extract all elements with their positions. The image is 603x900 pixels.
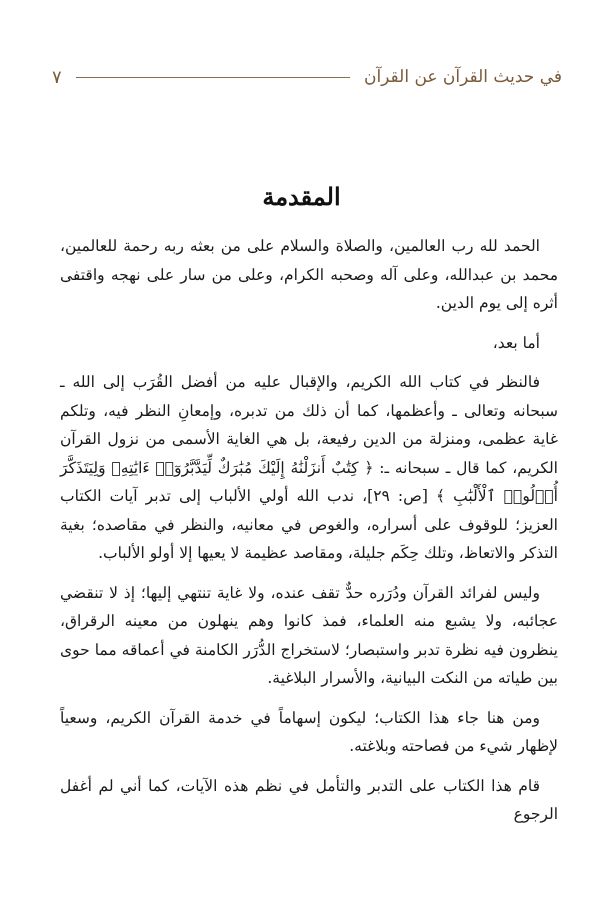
paragraph-quran-gems: وليس لفرائد القرآن ودُرَره حدٌّ تقف عنده، ولا غاية تنتهي إليها؛ إذ لا تنقضي عجائبه، ولا يشبع منه العلماء، فمذ كانوا وهم ينهلون من معينه الرقراق، ينظرون فيه نظرة تدبر واستبصار؛ لاستخراج الدُّرَر الكامنة في أعماقه مما حوى بين طياته من النكت البيانية، والأسرار البلاغية.	[60, 583, 558, 687]
paragraph-book-method: قام هذا الكتاب على التدبر والتأمل في نظم هذه الآيات، كما أني لم أغفل الرجوع	[60, 776, 558, 823]
section-title: المقدمة	[262, 182, 341, 211]
paragraph-quran-contemplation: فالنظر في كتاب الله الكريم، والإقبال عليه من أفضل القُرَب إلى الله ـ سبحانه وتعالى ـ وأعظمها، كما أن ذلك من تدبره، وإمعانِ النظر فيه، وتلكم غاية عظمى، ومنزلة من الدين رفيعة، بل هي الغاية الأسمى من نزول القرآن الكريم، كما قال ـ سبحانه ـ: ﴿ كِتَٰبٌ أَنزَلْنَٰهُ إِلَيْكَ مُبَٰرَكٌ لِّيَدَّبَّرُوٓا۟ ءَايَٰتِهِۦ وَلِيَتَذَكَّرَ أُو۟لُوا۟ ٱلْأَلْبَٰبِ ﴾ [ص: ٢٩]، ندب الله أولي الألباب إلى تدبر آيات الكتاب العزيز؛ للوقوف على أسراره، والغوص في معانيه، والنظر في مقاصده؛ بغية التذكر والاتعاظ، وتلك حِكَم جليلة، ومقاصد عظيمة لا يعيها إلا أولو الألباب.	[60, 373, 558, 562]
paragraph-book-purpose: ومن هنا جاء هذا الكتاب؛ ليكون إسهاماً في خدمة القرآن الكريم، وسعياً لإظهار شيء من فصاحته وبلاغته.	[60, 708, 558, 755]
paragraph-amma-bad: أما بعد،	[492, 333, 540, 352]
page-number: ٧	[52, 66, 62, 88]
paragraph-opening: الحمد لله رب العالمين، والصلاة والسلام على من بعثه ربه رحمة للعالمين، محمد بن عبدالله، وعلى آله وصحبه الكرام، وعلى من سار على نهجه واقتفى أثره إلى يوم الدين.	[60, 237, 558, 312]
header-rule	[76, 77, 350, 78]
body-text	[60, 232, 558, 840]
running-header-title: في حديث القرآن عن القرآن	[363, 67, 562, 87]
running-header	[52, 62, 562, 92]
